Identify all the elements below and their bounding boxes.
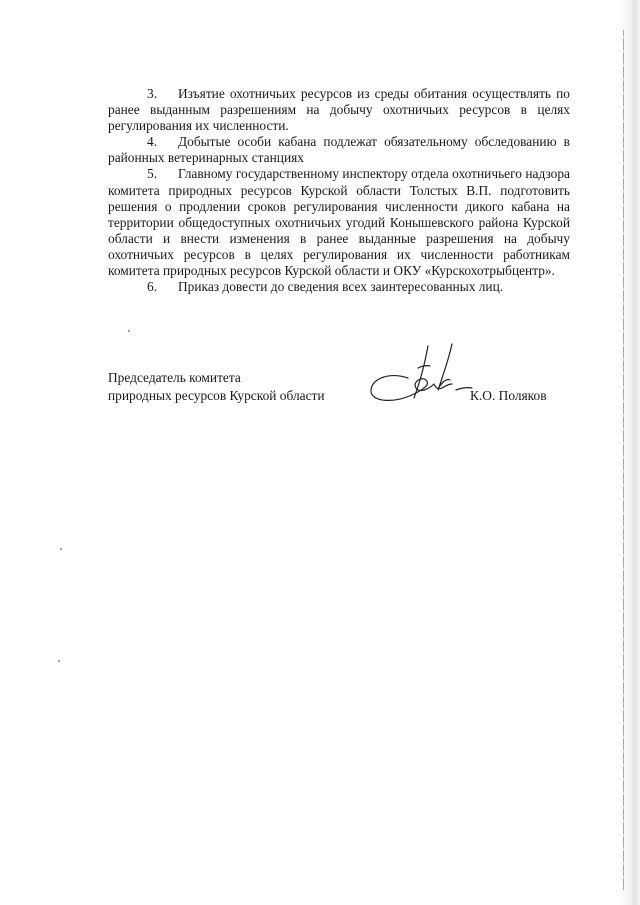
signatory-position <box>108 369 325 405</box>
item-text: Приказ довести до сведения всех заинтересованных лиц. <box>178 279 504 295</box>
position-line-1: Председатель комитета <box>108 370 241 385</box>
paragraph-item-6 <box>108 279 570 295</box>
item-number: 4. <box>147 134 158 150</box>
signatory-name: К.О. Поляков <box>470 388 547 403</box>
scan-speck <box>60 548 62 550</box>
handwritten-signature <box>368 338 478 418</box>
paragraph-item-3 <box>108 86 570 134</box>
scan-speck <box>128 330 130 332</box>
document-body <box>108 86 570 295</box>
item-number: 6. <box>147 279 158 295</box>
item-text: Изъятие охотничьих ресурсов из среды обитания осуществлять по ранее выданным разрешениям на добычу охотничьих ресурсов в целях регулирования их численности. <box>108 86 570 134</box>
item-text: Главному государственному инспектору отдела охотничьего надзора комитета природных ресурсов Курской области Толстых В.П. подготовить решения о продлении сроков регулирования численности дикого кабана на территории общедоступных охотничьих угодий Конышевского района Курской области и внести изменения в ранее выданные разрешения на добычу охотничьих ресурсов в целях регулирования их численности работникам комитета природных ресурсов Курской области и ОКУ «Курскохотрыбцентр». <box>108 166 570 279</box>
scan-edge-line <box>623 30 624 890</box>
position-line-2: природных ресурсов Курской области <box>108 388 325 403</box>
item-text: Добытые особи кабана подлежат обязательному обследованию в районных ветеринарных станциях <box>108 134 570 166</box>
scan-edge <box>618 0 640 905</box>
paragraph-item-5 <box>108 166 570 279</box>
paragraph-item-4 <box>108 134 570 166</box>
item-number: 5. <box>147 166 158 182</box>
scan-speck <box>58 660 60 662</box>
item-number: 3. <box>147 86 158 101</box>
